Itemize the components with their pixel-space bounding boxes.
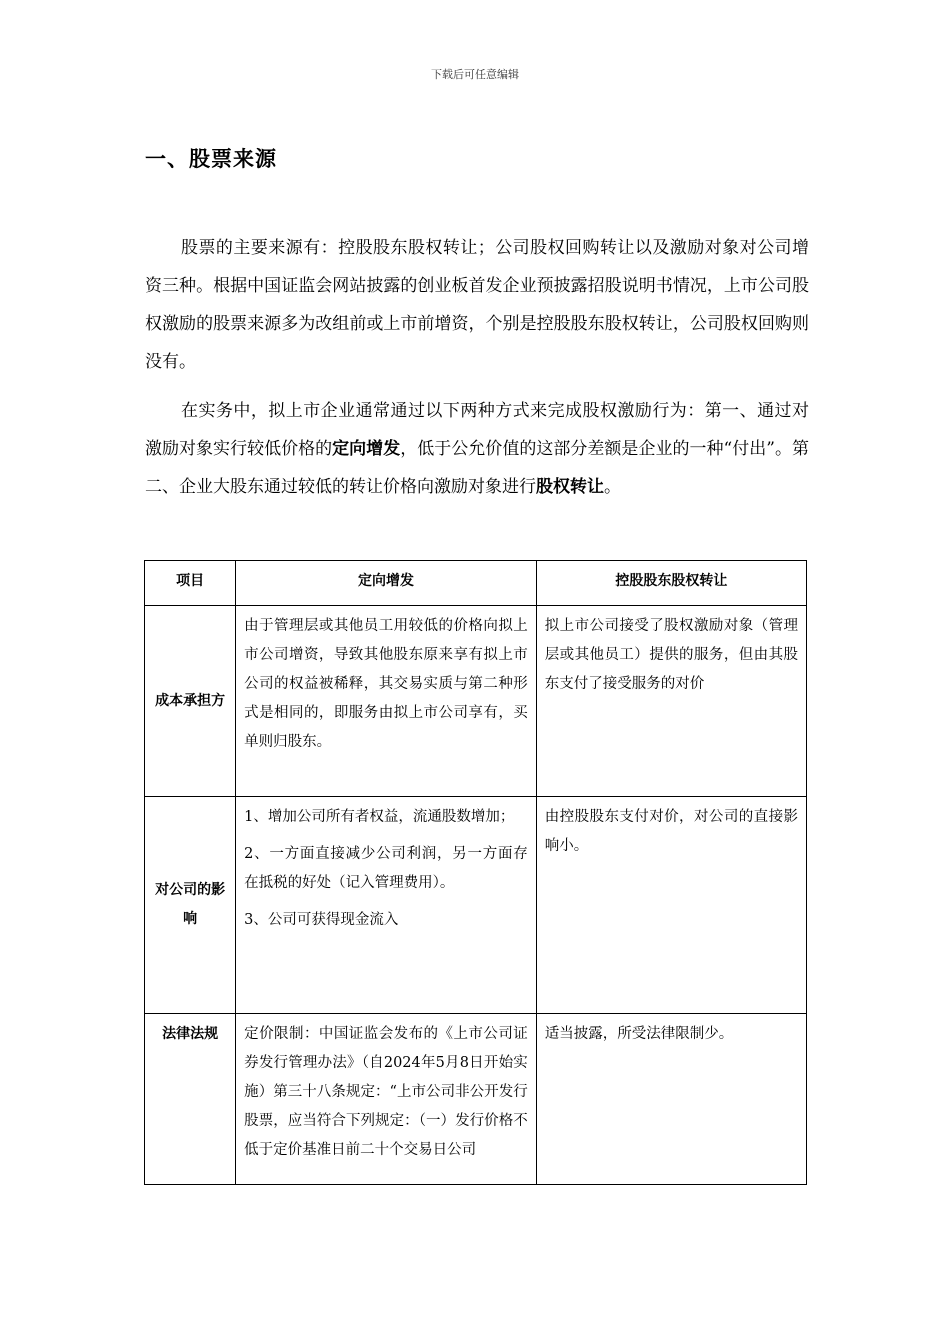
cell-law-directed-issue: 定价限制：中国证监会发布的《上市公司证券发行管理办法》（自2024年5月8日开始实施）第三十八条规定：“上市公司非公开发行股票，应当符合下列规定：（一）发行价格不低于定价基准日前二十个交易日公司 <box>236 1014 537 1185</box>
header-equity-transfer: 控股股东股权转让 <box>536 561 806 606</box>
paragraph-practice-end: 。 <box>604 477 621 497</box>
impact-item-2: 2、一方面直接减少公司利润，另一方面存在抵税的好处（记入管理费用）。 <box>244 846 528 891</box>
cell-cost-equity-transfer: 拟上市公司接受了股权激励对象（管理层或其他员工）提供的服务，但由其股东支付了接受服务的对价 <box>536 606 806 797</box>
header-item: 项目 <box>145 561 236 606</box>
paragraph-stock-sources: 股票的主要来源有：控股股东股权转让；公司股权回购转让以及激励对象对公司增资三种。根据中国证监会网站披露的创业板首发企业预披露招股说明书情况，上市公司股权激励的股票来源多为改组前或上市前增资，个别是控股股东股权转让，公司股权回购则没有。 <box>145 238 809 372</box>
comparison-table <box>144 560 807 1185</box>
row-label-laws: 法律法规 <box>145 1014 236 1185</box>
row-label-company-impact: 对公司的影响 <box>145 797 236 1014</box>
table-row-company-impact <box>145 797 807 1014</box>
cell-impact-directed-issue <box>236 797 537 1014</box>
table-row-cost-bearer <box>145 606 807 797</box>
section-title: 一、股票来源 <box>145 147 277 171</box>
table-header-row <box>145 561 807 606</box>
impact-item-3: 3、公司可获得现金流入 <box>244 912 399 928</box>
paragraph-practice-text-2: ，低于公允价值的这部分差额是企业的一种“付出”。第二、企业大股东通过较低的转让价格向激励对象进行 <box>145 439 809 497</box>
bold-term-directed-issue: 定向增发 <box>332 439 401 459</box>
table-row-laws <box>145 1014 807 1185</box>
row-label-cost-bearer: 成本承担方 <box>145 606 236 797</box>
header-directed-issue: 定向增发 <box>236 561 537 606</box>
impact-item-1: 1、增加公司所有者权益，流通股数增加； <box>244 809 515 825</box>
header-note: 下载后可任意编辑 <box>431 68 519 81</box>
paragraph-practice-text-1: 在实务中，拟上市企业通常通过以下两种方式来完成股权激励行为：第一、通过对激励对象实行较低价格的 <box>145 401 809 459</box>
cell-impact-equity-transfer: 由控股股东支付对价，对公司的直接影响小。 <box>536 797 806 1014</box>
cell-cost-directed-issue: 由于管理层或其他员工用较低的价格向拟上市公司增资，导致其他股东原来享有拟上市公司的权益被稀释，其交易实质与第二种形式是相同的，即服务由拟上市公司享有，买单则归股东。 <box>236 606 537 797</box>
cell-law-equity-transfer: 适当披露，所受法律限制少。 <box>536 1014 806 1185</box>
paragraph-practice <box>145 392 809 506</box>
bold-term-equity-transfer: 股权转让 <box>536 477 604 497</box>
